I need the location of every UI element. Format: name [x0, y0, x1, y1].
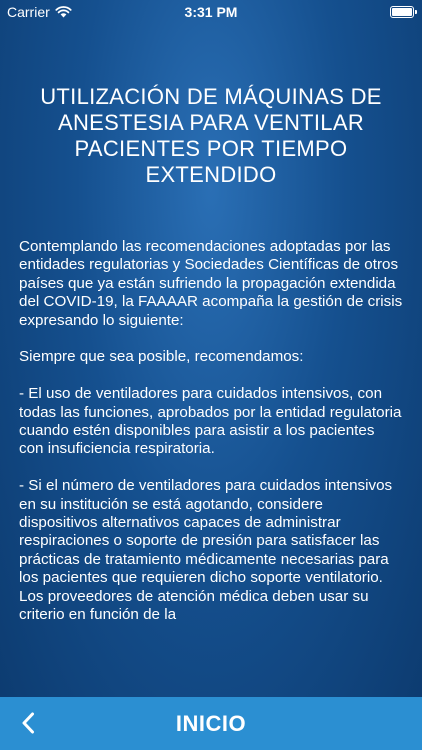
paragraph: - El uso de ventiladores para cuidados intensivos, con todas las funciones, aprobados por la entidad regulatoria cuando estén disponibles para asistir a los pacientes con insuficiencia respiratoria.: [19, 385, 402, 458]
bottom-nav-bar: [0, 697, 422, 750]
carrier-label: Carrier: [7, 4, 50, 20]
back-button[interactable]: [14, 709, 42, 737]
status-bar: [0, 0, 422, 24]
paragraph: Siempre que sea posible, recomendamos:: [19, 348, 304, 366]
chevron-left-icon: [21, 712, 35, 734]
battery-icon: [390, 6, 414, 18]
page-title: UTILIZACIÓN DE MÁQUINAS DE ANESTESIA PARA VENTILAR PACIENTES POR TIEMPO EXTENDIDO: [40, 84, 382, 187]
paragraph: - Si el número de ventiladores para cuidados intensivos en su institución se está agotando, considere dispositivos alternativos capaces de administrar respiraciones o soporte de presión para satisfacer las prácticas de tratamiento médicamente necesarias para los pacientes que requieren dicho soporte ventilatorio. Los proveedores de atención médica deben usar su criterio en función de la: [19, 477, 393, 624]
body-text: [19, 238, 403, 643]
home-button[interactable]: INICIO: [175, 710, 247, 736]
status-time: 3:31 PM: [184, 4, 238, 20]
paragraph: Contemplando las recomendaciones adoptadas por las entidades regulatorias y Sociedades Científicas de otros países que ya están sufriendo la propagación extendida del COVID-19, la FAAAAR acompaña la gestión de crisis expresando lo siguiente:: [19, 238, 403, 329]
